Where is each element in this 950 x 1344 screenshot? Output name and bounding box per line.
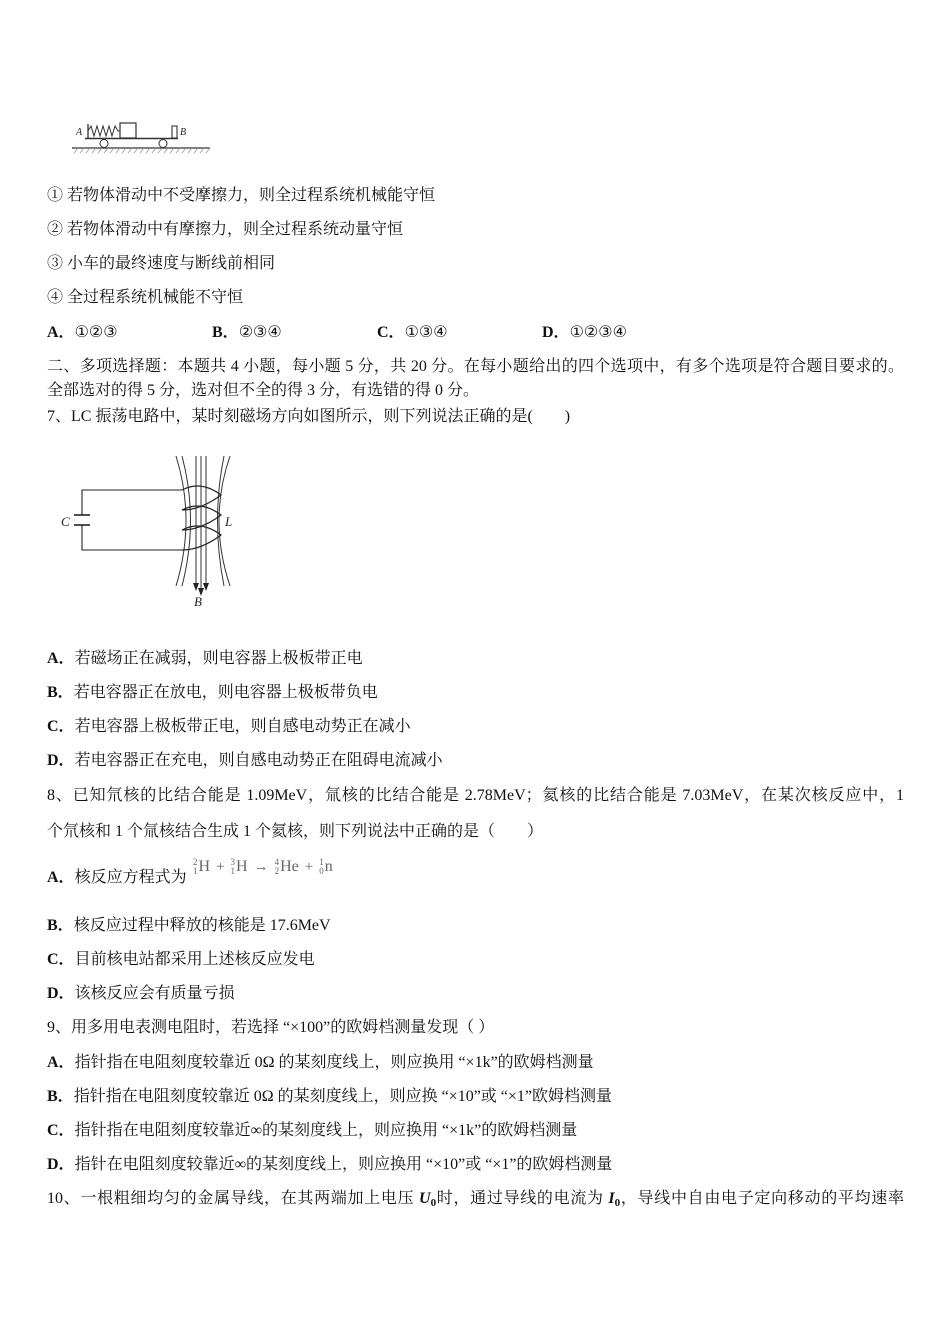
spring [88,126,120,136]
q8-option-d [47,984,235,1004]
option-text: ①②③④ [569,324,627,341]
option-text: 指针指在电阻刻度较靠近 0Ω 的某刻度线上，则应换用 “×1k”的欧姆档测量 [74,1054,594,1071]
option-text: 核反应过程中释放的核能是 17.6MeV [73,917,331,934]
mass-number: 2 [193,857,198,867]
inductor-label: L [225,514,233,529]
wheel-left [100,140,108,148]
option-text: 指针指在电阻刻度较靠近∞的某刻度线上，则应换用 “×1k”的欧姆档测量 [74,1122,578,1139]
option-text: 若电容器上极板带正电，则自感电动势正在减小 [74,718,411,735]
option-text: 若磁场正在减弱，则电容器上极板带正电 [74,650,363,667]
q6-statement-3: ③ 小车的最终速度与断线前相同 [47,255,276,272]
section2-instructions-line1: 二、多项选择题：本题共 4 小题，每小题 5 分，共 20 分。在每小题给出的四个选项中，有多个选项是符合题目要求的。 [47,358,904,375]
cart-spring-figure [70,110,215,158]
nuclide-prescripts [319,858,324,876]
mass-number: 3 [230,857,236,867]
option-label: A． [47,1054,75,1071]
nuclide-deuterium [193,857,210,877]
q6-option-d [542,323,627,343]
q6-statement-1: ① 若物体滑动中不受摩擦力，则全过程系统机械能守恒 [47,187,436,204]
q9-option-c [47,1121,577,1141]
q6-options-row [47,323,647,343]
magnetic-field-lines [176,456,233,591]
option-label: B． [47,917,74,934]
ground-hatching [74,148,210,153]
option-label: C． [47,718,75,735]
q9-option-a [47,1053,594,1073]
option-label: B． [47,684,74,701]
option-label: C． [47,951,75,968]
option-label: B． [212,324,239,341]
q7-option-c [47,717,411,737]
figure-label-b: B [180,127,187,138]
q8-stem-line1: 8、已知氘核的比结合能是 1.09MeV，氚核的比结合能是 2.78MeV；氦核的比结合能是 7.03MeV，在某次核反应中，1 [47,787,904,804]
nuclear-reaction-equation [193,857,333,877]
q6-statement-4: ④ 全过程系统机械能不守恒 [47,289,244,306]
lc-circuit-figure [58,450,243,610]
option-text: 若电容器正在充电，则自感电动势正在阻碍电流减小 [74,752,443,769]
q6-statement-2: ② 若物体滑动中有摩擦力，则全过程系统动量守恒 [47,221,404,238]
element-symbol: He [280,858,299,875]
element-symbol: H [236,858,248,875]
field-label: B [194,594,202,609]
section2-instructions-line2: 全部选对的得 5 分，选对但不全的得 3 分，有选错的得 0 分。 [47,382,480,399]
option-text: 指针指在电阻刻度较靠近 0Ω 的某刻度线上，则应换 “×10”或 “×1”欧姆档测量 [73,1088,613,1105]
q9-option-b [47,1087,612,1107]
option-label: C． [47,1122,75,1139]
wheel-right [159,140,167,148]
reaction-arrow: → [253,858,269,875]
plus-sign: + [216,858,225,875]
option-label: D． [542,324,570,341]
option-label: C． [377,324,405,341]
option-label: D． [47,985,75,1002]
mass-number: 1 [319,857,324,867]
q10-stem [47,1189,904,1213]
nuclide-neutron [319,857,333,877]
option-label: D． [47,752,75,769]
capacitor-label: C [61,514,70,529]
option-label: D． [47,1156,75,1173]
option-text: ②③④ [238,324,282,341]
charge-number: 1 [193,866,198,876]
element-symbol: H [198,858,211,875]
plus-sign: + [304,858,314,875]
q8-stem-line2: 个氘核和 1 个氚核结合生成 1 个氦核，则下列说法中正确的是（ ） [47,823,544,840]
option-label: A． [47,869,75,886]
current-symbol: I [608,1190,615,1207]
q7-option-a [47,649,363,669]
q6-option-c [377,323,448,343]
nuclide-prescripts [193,858,198,876]
option-text: 该核反应会有质量亏损 [74,985,235,1002]
charge-number: 0 [319,866,324,876]
q8-option-a [47,868,187,888]
option-label: A． [47,324,75,341]
option-label: A． [47,650,75,667]
q6-option-b [212,323,282,343]
option-text: 若电容器正在放电，则电容器上极板带负电 [73,684,378,701]
voltage-symbol: U [419,1190,431,1207]
q7-stem: 7、LC 振荡电路中，某时刻磁场方向如图所示，则下列说法正确的是( ) [47,408,571,425]
q9-option-d [47,1155,612,1175]
q7-option-d [47,751,443,771]
charge-number: 1 [230,866,236,876]
option-label: B． [47,1088,74,1105]
q10-text-middle: 时，通过导线的电流为 [436,1190,609,1207]
option-text: 指针在电阻刻度较靠近∞的某刻度线上，则应换用 “×10”或 “×1”的欧姆档测量 [74,1156,613,1173]
voltage-subscript: 0 [430,1197,437,1209]
charge-number: 2 [274,866,280,876]
nuclide-tritium [231,857,248,877]
block [120,123,136,138]
q10-text-end: ，导线中自由电子定向移动的平均速率 [620,1190,904,1207]
option-text: 核反应方程式为 [74,869,187,886]
element-symbol: n [324,858,333,875]
q8-option-b [47,916,331,936]
nuclide-prescripts [275,858,280,876]
option-text: 目前核电站都采用上述核反应发电 [74,951,315,968]
figure-label-a: A [76,127,83,138]
q9-stem: 9、用多用电表测电阻时，若选择 “×100”的欧姆档测量发现（ ） [47,1019,495,1036]
nuclide-helium [275,857,299,877]
current-subscript: 0 [614,1197,621,1209]
q8-option-c [47,950,315,970]
q7-option-b [47,683,378,703]
q10-text-start: 10、一根粗细均匀的金属导线，在其两端加上电压 [47,1190,419,1207]
nuclide-prescripts [231,858,236,876]
mass-number: 4 [274,857,280,867]
option-text: ①③④ [404,324,448,341]
q6-option-a [47,323,118,343]
option-text: ①②③ [74,324,118,341]
circuit-wire [82,490,182,550]
right-post [172,126,177,138]
